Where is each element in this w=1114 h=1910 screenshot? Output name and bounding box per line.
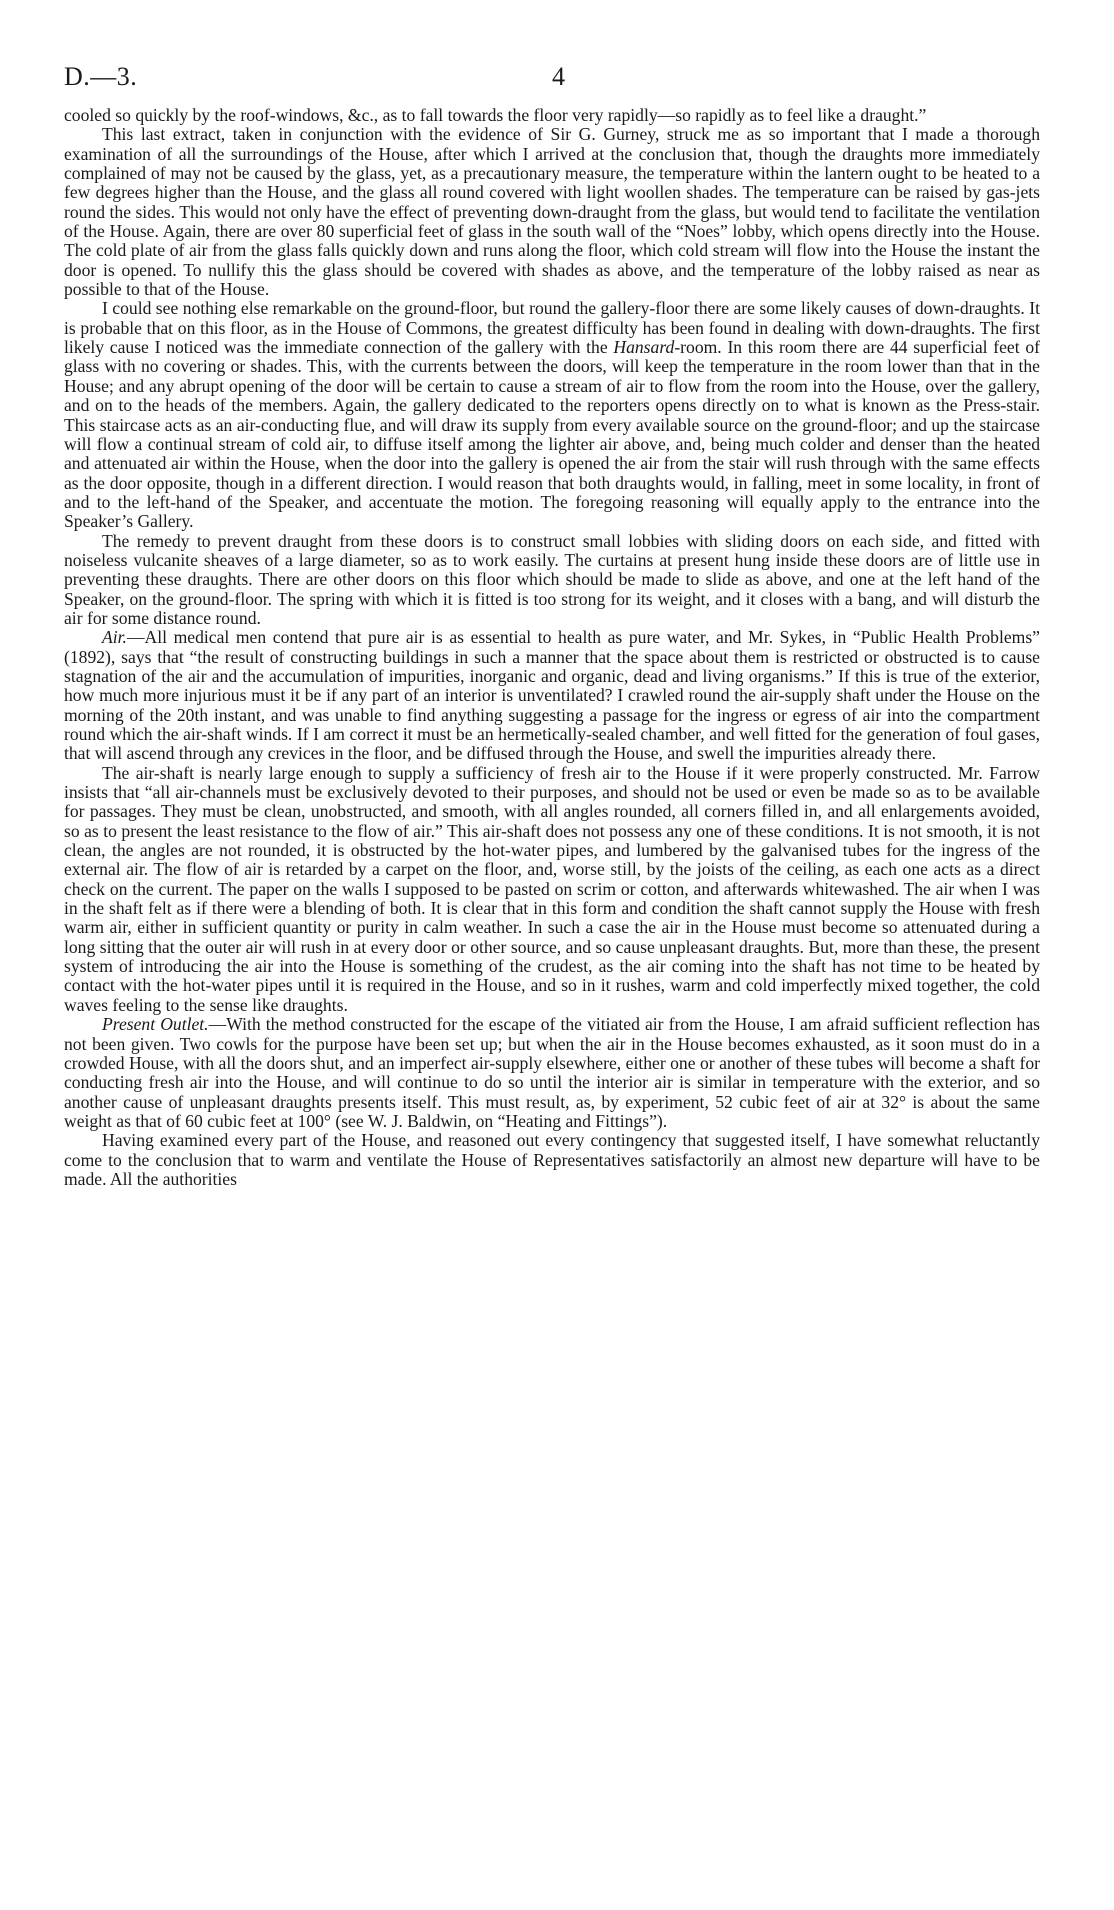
paragraph	[64, 532, 1040, 629]
italic-text: Air.	[102, 627, 127, 648]
paragraph-text: -room. In this room there are 44 superficial feet of glass with no covering or shades. This, with the currents between the doors, will keep the temperature in the room lower than that in the House; and any abrupt opening of the door will be certain to cause a stream of air to flow from the room into the House, over the gallery, and on to the heads of the members. Again, the gallery dedicated to the reporters opens directly on to what is known as the Press-stair. This staircase acts as an air-conducting flue, and will draw its supply from every available source on the ground-floor; and up the staircase will flow a continual stream of cold air, to diffuse itself among the lighter air above, and, being much colder and denser than the heated and attenuated air within the House, when the door into the gallery is opened the air from the stair will rush through with the same effects as the door opposite, though in a different direction. I would reason that both draughts would, in falling, meet in some locality, in front of and to the left-hand of the Speaker, and accentuate the motion. The foregoing reasoning will equally apply to the entrance into the Speaker’s Gallery.	[64, 337, 1041, 532]
paragraph	[64, 125, 1040, 299]
page-header	[64, 62, 1040, 106]
paragraph-present-outlet	[64, 1015, 1040, 1131]
paragraph	[64, 764, 1040, 1015]
paragraph-text: Having examined every part of the House, and reasoned out every contingency that suggested itself, I have somewhat reluctantly come to the conclusion that to warm and ventilate the House of Representatives satisfactorily an almost new departure will have to be made. All the authorities	[64, 1130, 1040, 1189]
italic-text: Present Outlet.	[102, 1014, 209, 1035]
paragraph-text: I could see nothing else remarkable on the ground-floor, but round the gallery-floor there are some likely causes of down-draughts. It is probable that on this floor, as in the House of Commons, the greatest difficulty has been found in dealing with down-draughts. The first likely cause I noticed was the immediate connection of the gallery with the	[64, 298, 1040, 358]
page-number: 4	[552, 62, 565, 91]
document-reference: D.—3.	[64, 62, 138, 91]
paragraph-text: The air-shaft is nearly large enough to supply a sufficiency of fresh air to the House if it were properly constructed. Mr. Farrow insists that “all air-channels must be exclusively devoted to their purposes, and should not be used or even be made so as to be available for passages. They must be clean, unobstructed, and smooth, with all angles rounded, all corners filled in, and all enlargements avoided, so as to present the least resistance to the flow of air.” This air-shaft does not possess any one of these conditions. It is not smooth, it is not clean, the angles are not rounded, it is obstructed by the hot-water pipes, and lumbered by the galvanised tubes for the ingress of the external air. The flow of air is retarded by a carpet on the floor, and, worse still, by the joists of the ceiling, as each one acts as a direct check on the current. The paper on the walls I supposed to be pasted on scrim or cotton, and afterwards whitewashed. The air when I was in the shaft felt as if there were a blending of both. It is clear that in this form and condition the shaft cannot supply the House with fresh warm air, either in sufficient quantity or purity in calm weather. In such a case the air in the House must become so attenuated during a long sitting that the outer air will rush in at every door or other source, and so cause unpleasant draughts. But, more than these, the present system of introducing the air into the House is something of the crudest, as the air coming into the shaft has not time to be heated by contact with the hot-water pipes until it is required in the House, and so in it rushes, warm and cold imperfectly mixed together, the cold waves feeling to the sense like draughts.	[64, 762, 1040, 1015]
paragraph	[64, 106, 1040, 125]
paragraph-text: —With the method constructed for the escape of the vitiated air from the House, I am afraid sufficient reflection has not been given. Two cowls for the purpose have been set up; but when the air in the House becomes exhausted, as it soon must do in a crowded House, with all the doors shut, and an imperfect air-supply elsewhere, either one or another of these tubes will become a shaft for conducting fresh air into the House, and will continue to do so until the interior air is similar in temperature with the exterior, and so another cause of unpleasant draughts presents itself. This must result, as, by experiment, 52 cubic feet of air at 32° is about the same weight as that of 60 cubic feet at 100° (see W. J. Baldwin, on “Heating and Fittings”).	[64, 1014, 1040, 1131]
italic-text: Hansard	[613, 337, 675, 358]
paragraph	[64, 299, 1040, 531]
body-text	[64, 106, 1040, 1189]
paragraph-text: The remedy to prevent draught from these doors is to construct small lobbies with sliding doors on each side, and fitted with noiseless vulcanite sheaves of a large diameter, so as to work easily. The curtains at present hung inside these doors are of little use in preventing these draughts. There are other doors on this floor which should be made to slide as above, and one at the left hand of the Speaker, on the ground-floor. The spring with which it is fitted is too strong for its weight, and it closes with a bang, and will disturb the air for some distance round.	[64, 530, 1040, 628]
paragraph	[64, 1131, 1040, 1189]
paragraph-air	[64, 628, 1040, 763]
paragraph-text: This last extract, taken in conjunction with the evidence of Sir G. Gurney, struck me as so important that I made a thorough examination of all the surroundings of the House, after which I arrived at the conclusion that, though the draughts more immediately complained of may not be caused by the glass, yet, as a precautionary measure, the temperature within the lantern ought to be heated to a few degrees higher than the House, and the glass all round covered with light woollen shades. The temperature can be raised by gas-jets round the sides. This would not only have the effect of preventing down-draught from the glass, but would tend to facilitate the ventilation of the House. Again, there are over 80 superficial feet of glass in the south wall of the “Noes” lobby, which opens directly into the House. The cold plate of air from the glass falls quickly down and runs along the floor, which cold stream will flow into the House the instant the door is opened. To nullify this the glass should be covered with shades as above, and the temperature of the lobby raised as near as possible to that of the House.	[64, 124, 1040, 300]
paragraph-text: —All medical men contend that pure air is as essential to health as pure water, and Mr. Sykes, in “Public Health Problems” (1892), says that “the result of constructing buildings in such a manner that the space about them is restricted or obstructed is to cause stagnation of the air and the accumulation of impurities, inorganic and organic, dead and living organisms.” If this is true of the exterior, how much more injurious must it be if any part of an interior is unventilated? I crawled round the air-supply shaft under the House on the morning of the 20th instant, and was unable to find anything suggesting a passage for the ingress or egress of air into the compartment round which the air-shaft winds. If I am correct it must be an hermetically-sealed chamber, and well fitted for the generation of foul gases, that will ascend through any crevices in the floor, and be diffused through the House, and swell the impurities already there.	[64, 627, 1040, 764]
paragraph-text: cooled so quickly by the roof-windows, &c., as to fall towards the floor very rapidly—so rapidly as to feel like a draught.”	[64, 105, 927, 125]
